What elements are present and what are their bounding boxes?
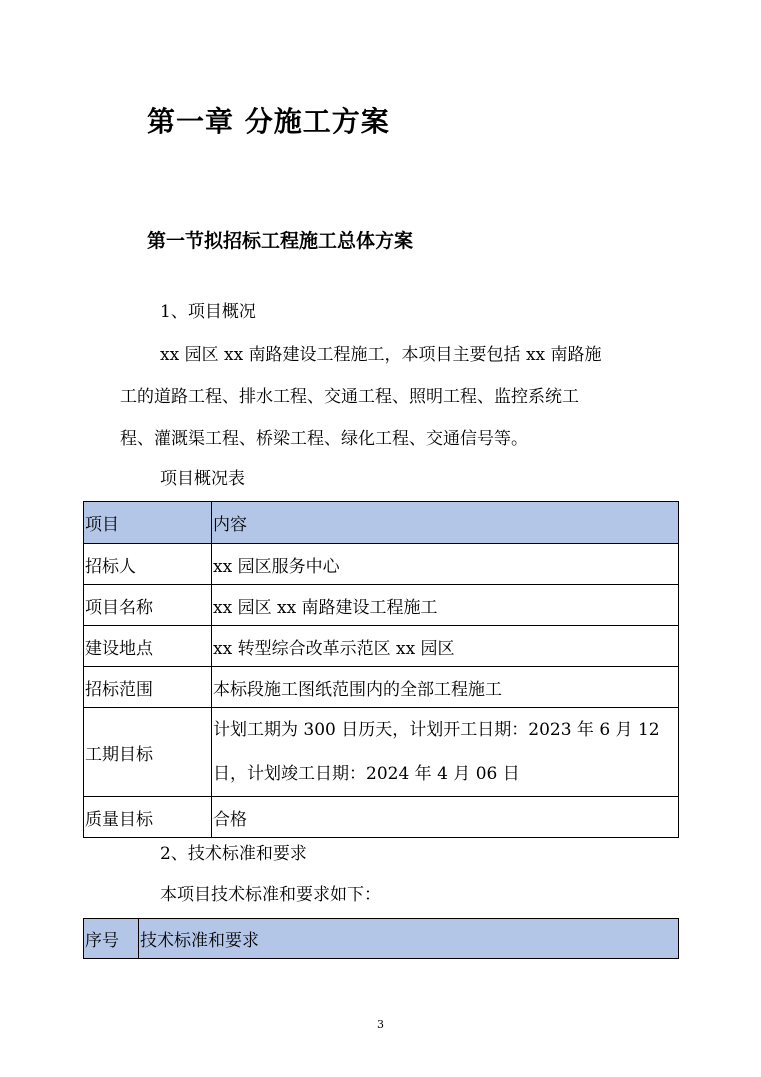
section-title: 第一节拟招标工程施工总体方案 — [147, 230, 414, 252]
tech-intro: 本项目技术标准和要求如下： — [160, 885, 381, 905]
row-value: 本标段施工图纸范围内的全部工程施工 — [212, 667, 679, 708]
row-value: xx 园区 xx 南路建设工程施工 — [212, 585, 679, 626]
overview-heading: 1、项目概况 — [160, 302, 256, 322]
row-value: 合格 — [212, 797, 679, 838]
table-row — [84, 626, 679, 667]
row-value-line-1: 计划工期为 300 日历天，计划开工日期：2023 年 6 月 12 — [213, 720, 660, 740]
header-cell-number: 序号 — [84, 919, 139, 959]
table-header-row — [84, 502, 679, 544]
row-label: 质量目标 — [84, 797, 212, 838]
row-value: xx 转型综合改革示范区 xx 园区 — [212, 626, 679, 667]
row-value: xx 园区服务中心 — [212, 544, 679, 585]
row-value-line-2: 日，计划竣工日期：2024 年 4 月 06 日 — [213, 764, 520, 784]
table-row — [84, 667, 679, 708]
page-number: 3 — [377, 1018, 384, 1031]
overview-paragraph-line-2: 工的道路工程、排水工程、交通工程、照明工程、监控系统工 — [120, 387, 579, 407]
table-caption: 项目概况表 — [160, 469, 245, 489]
table-row — [84, 797, 679, 838]
project-overview-table — [83, 501, 679, 838]
header-cell-standards: 技术标准和要求 — [139, 919, 679, 959]
tech-standards-table — [83, 918, 679, 959]
row-value — [212, 708, 679, 797]
chapter-title: 第一章 分施工方案 — [147, 105, 390, 138]
row-label: 招标人 — [84, 544, 212, 585]
row-label: 工期目标 — [84, 708, 212, 797]
tech-heading: 2、技术标准和要求 — [160, 844, 307, 864]
header-cell-item: 项目 — [84, 502, 212, 544]
table-header-row — [84, 919, 679, 959]
overview-paragraph-line-1: xx 园区 xx 南路建设工程施工，本项目主要包括 xx 南路施 — [160, 345, 602, 365]
overview-paragraph-line-3: 程、灌溉渠工程、桥梁工程、绿化工程、交通信号等。 — [120, 429, 528, 449]
table-row — [84, 585, 679, 626]
table-row — [84, 708, 679, 797]
row-label: 招标范围 — [84, 667, 212, 708]
header-cell-content: 内容 — [212, 502, 679, 544]
table-row — [84, 544, 679, 585]
row-label: 建设地点 — [84, 626, 212, 667]
row-label: 项目名称 — [84, 585, 212, 626]
